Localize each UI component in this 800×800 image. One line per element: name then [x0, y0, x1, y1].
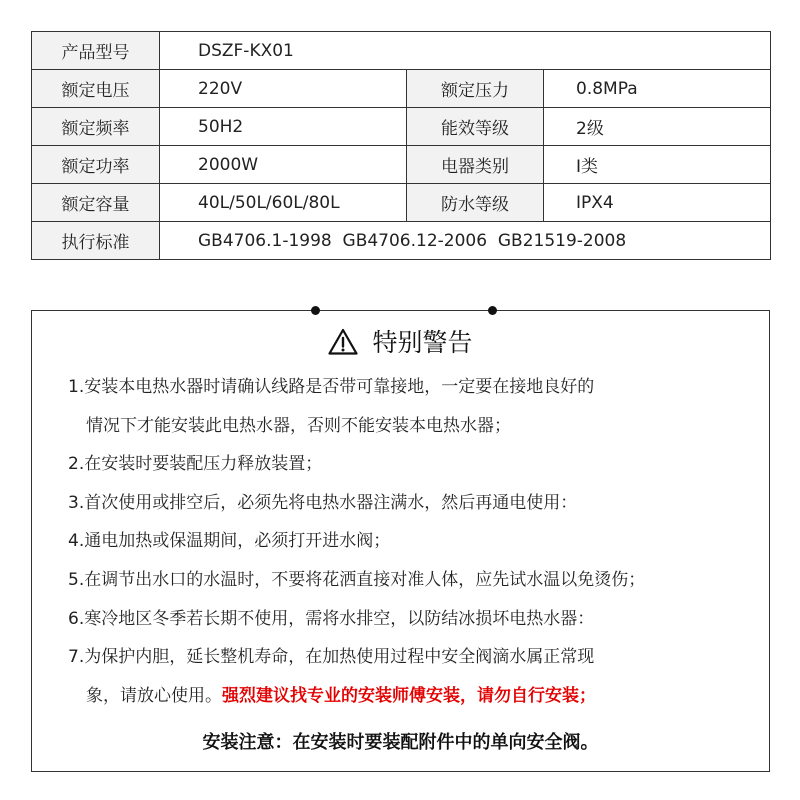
list-item-text: 象，请放心使用。 — [86, 685, 222, 706]
warning-triangle-icon — [328, 328, 358, 355]
spec-value: DSZF-KX01 — [160, 32, 771, 70]
spec-label: 电器类别 — [407, 146, 544, 184]
warning-title — [32, 323, 769, 359]
spec-value: 0.8MPa — [544, 70, 771, 108]
decor-dot — [311, 306, 320, 315]
spec-label: 产品型号 — [32, 32, 160, 70]
spec-value: 220V — [160, 70, 407, 108]
list-item: 3.首次使用或排空后，必须先将电热水器注满水，然后再通电使用： — [68, 492, 578, 513]
install-note: 安装注意：在安装时要装配附件中的单向安全阀。 — [202, 732, 599, 753]
spec-value: 2级 — [544, 108, 771, 146]
spec-value: GB4706.1-1998 GB4706.12-2006 GB21519-2008 — [160, 222, 771, 260]
spec-row-model — [32, 32, 771, 70]
decor-dot — [488, 306, 497, 315]
spec-row — [32, 108, 771, 146]
spec-row — [32, 184, 771, 222]
spec-row — [32, 146, 771, 184]
spec-table — [31, 31, 771, 260]
list-item: 5.在调节出水口的水温时，不要将花洒直接对准人体，应先试水温以免烫伤； — [68, 569, 646, 590]
list-item: 情况下才能安装此电热水器，否则不能安装本电热水器； — [86, 415, 511, 436]
spec-label: 执行标准 — [32, 222, 160, 260]
list-item: 1.安装本电热水器时请确认线路是否带可靠接地，一定要在接地良好的 — [68, 377, 595, 397]
warning-list — [68, 368, 761, 715]
spec-value: 40L/50L/60L/80L — [160, 184, 407, 222]
spec-row-standard — [32, 222, 771, 260]
spec-value: I类 — [544, 146, 771, 184]
spec-value: 2000W — [160, 146, 407, 184]
list-item — [68, 677, 761, 716]
spec-label: 能效等级 — [407, 108, 544, 146]
red-alert-text: 强烈建议找专业的安装师傅安装，请勿自行安装； — [222, 685, 596, 706]
warning-title-text: 特别警告 — [372, 328, 473, 357]
list-item: 4.通电加热或保温期间，必须打开进水阀； — [68, 531, 391, 552]
spec-label: 额定压力 — [407, 70, 544, 108]
spec-label: 额定频率 — [32, 108, 160, 146]
list-item: 7.为保护内胆，延长整机寿命，在加热使用过程中安全阀滴水属正常现 — [68, 647, 595, 668]
warning-box — [31, 310, 770, 772]
spec-row — [32, 70, 771, 108]
spec-value: IPX4 — [544, 184, 771, 222]
list-item: 6.寒冷地区冬季若长期不使用，需将水排空，以防结冰损坏电热水器： — [68, 608, 595, 629]
spec-label: 防水等级 — [407, 184, 544, 222]
list-item: 2.在安装时要装配压力释放装置； — [68, 454, 323, 475]
spec-value: 50H2 — [160, 108, 407, 146]
spec-label: 额定电压 — [32, 70, 160, 108]
spec-label: 额定功率 — [32, 146, 160, 184]
spec-label: 额定容量 — [32, 184, 160, 222]
